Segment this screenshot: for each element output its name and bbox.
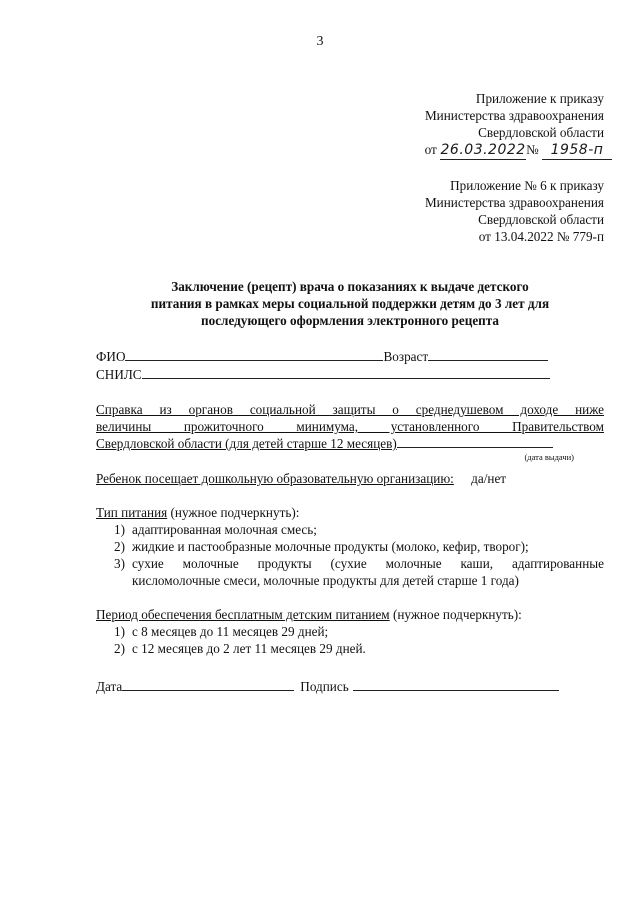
list-item-text: жидкие и пастообразные молочные продукты (молоко, кефир, творог); bbox=[132, 539, 529, 554]
page-number: 3 bbox=[316, 34, 324, 49]
appendix-header-1 bbox=[425, 90, 604, 160]
certificate-line-1: Справка из органов социальной защиты о среднедушевом доходе ниже bbox=[96, 402, 604, 417]
snils-row bbox=[96, 366, 550, 383]
date-label: Дата bbox=[96, 679, 123, 694]
number-sign: № bbox=[526, 142, 539, 157]
certificate-line-3 bbox=[96, 435, 604, 452]
period-block bbox=[96, 606, 604, 657]
document-title bbox=[94, 278, 606, 329]
fio-label: ФИО bbox=[96, 349, 126, 364]
certificate-date-hint: (дата выдачи) bbox=[524, 452, 574, 462]
list-number: 2) bbox=[114, 641, 125, 656]
footer-row bbox=[96, 678, 559, 695]
period-heading-row bbox=[96, 606, 604, 623]
date-field[interactable] bbox=[122, 679, 294, 691]
appendix-1-line-3: Свердловской области bbox=[478, 125, 604, 140]
appendix-2-line-1: Приложение № 6 к приказу bbox=[450, 178, 604, 193]
age-field[interactable] bbox=[428, 349, 548, 361]
period-option-2[interactable] bbox=[96, 640, 604, 657]
certificate-line-3-text: Свердловской области (для детей старше 12 месяцев) bbox=[96, 436, 397, 451]
list-item-text: адаптированная молочная смесь; bbox=[132, 522, 317, 537]
appendix-1-line-2: Министерства здравоохранения bbox=[424, 108, 604, 123]
list-number: 2) bbox=[114, 539, 125, 554]
appendix-1-line-1: Приложение к приказу bbox=[475, 91, 604, 106]
appendix-1-line-4 bbox=[425, 141, 612, 160]
nutrition-type-block bbox=[96, 504, 604, 589]
preschool-text: Ребенок посещает дошкольную образовательную организацию: bbox=[96, 471, 454, 486]
preschool-row bbox=[96, 470, 506, 487]
list-item-text-continued: кисломолочные смеси, молочные продукты для детей старше 1 года) bbox=[132, 573, 519, 588]
preschool-answer[interactable]: да/нет bbox=[471, 471, 507, 486]
list-number: 3) bbox=[114, 556, 125, 571]
title-line-3: последующего оформления электронного рецепта bbox=[201, 313, 499, 328]
nutrition-type-heading: Тип питания bbox=[96, 505, 168, 520]
certificate-date-field[interactable] bbox=[397, 436, 553, 448]
title-line-2: питания в рамках меры социальной поддержки детям до 3 лет для bbox=[150, 296, 550, 311]
certificate-block bbox=[96, 401, 604, 462]
period-option-1[interactable] bbox=[96, 623, 604, 640]
handwritten-number: 1958-п bbox=[542, 142, 612, 160]
appendix-2-line-3: Свердловской области bbox=[478, 212, 604, 227]
signature-field[interactable] bbox=[353, 679, 559, 691]
snils-field[interactable] bbox=[142, 367, 550, 379]
list-item-text: с 12 месяцев до 2 лет 11 месяцев 29 дней. bbox=[132, 641, 366, 656]
ot-label: от bbox=[424, 142, 437, 157]
appendix-2-line-2: Министерства здравоохранения bbox=[424, 195, 604, 210]
appendix-2-line-4: от 13.04.2022 № 779-п bbox=[478, 229, 604, 244]
snils-label: СНИЛС bbox=[96, 367, 142, 382]
list-number: 1) bbox=[114, 522, 125, 537]
nutrition-option-2[interactable] bbox=[96, 538, 604, 555]
nutrition-option-1[interactable] bbox=[96, 521, 604, 538]
age-label: Возраст bbox=[383, 349, 429, 364]
period-hint: (нужное подчеркнуть): bbox=[389, 607, 522, 622]
handwritten-date: 26.03.2022 bbox=[440, 142, 526, 158]
nutrition-type-hint: (нужное подчеркнуть): bbox=[167, 505, 300, 520]
certificate-line-2: величины прожиточного минимума, установленного Правительством bbox=[96, 419, 604, 434]
signature-label: Подпись bbox=[300, 679, 349, 694]
nutrition-type-heading-row bbox=[96, 504, 604, 521]
title-line-1: Заключение (рецепт) врача о показаниях к выдаче детского bbox=[171, 279, 529, 294]
fio-row bbox=[96, 348, 548, 365]
list-number: 1) bbox=[114, 624, 125, 639]
appendix-header-2 bbox=[425, 177, 604, 245]
list-item-text: сухие молочные продукты (сухие молочные каши, адаптированные bbox=[132, 556, 604, 571]
nutrition-option-3[interactable] bbox=[96, 555, 604, 589]
list-item-text: с 8 месяцев до 11 месяцев 29 дней; bbox=[132, 624, 329, 639]
fio-field[interactable] bbox=[125, 349, 383, 361]
period-heading: Период обеспечения бесплатным детским питанием bbox=[96, 607, 390, 622]
